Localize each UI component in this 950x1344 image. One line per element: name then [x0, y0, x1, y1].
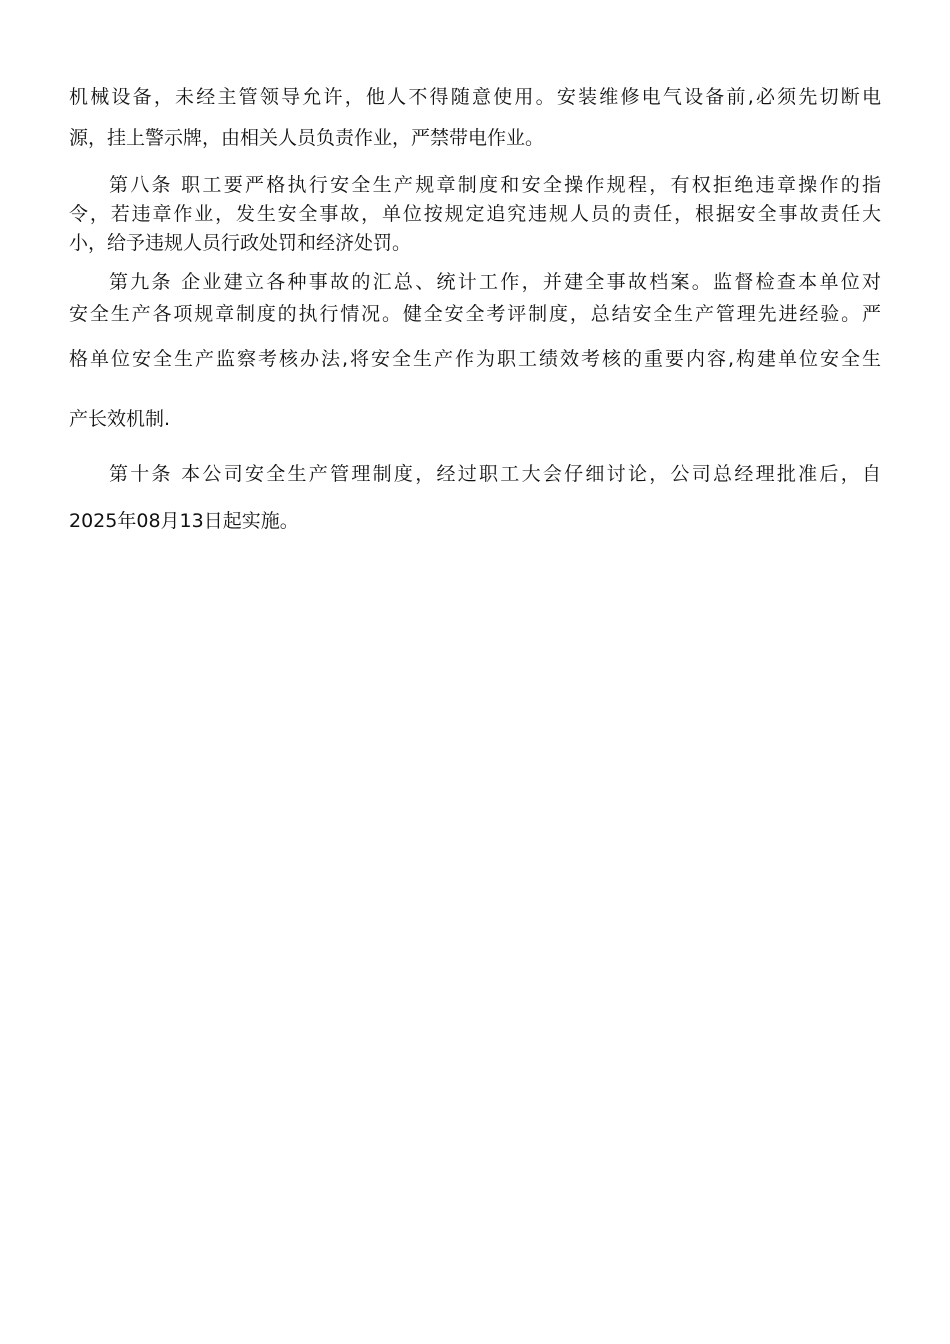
- effective-date-line: 2025年08月13日起实施。: [69, 510, 299, 532]
- text-line: 格单位安全生产监察考核办法,将安全生产作为职工绩效考核的重要内容,构建单位安全生: [69, 348, 881, 370]
- text-line: 令，若违章作业，发生安全事故，单位按规定追究违规人员的责任，根据安全事故责任大: [69, 203, 881, 225]
- text-line: 第九条 企业建立各种事故的汇总、统计工作，并建全事故档案。监督检查本单位对: [109, 271, 881, 293]
- text-line: 第十条 本公司安全生产管理制度，经过职工大会仔细讨论，公司总经理批准后，自: [109, 463, 881, 485]
- text-line: 源，挂上警示牌，由相关人员负责作业，严禁带电作业。: [69, 127, 545, 149]
- text-line: 第八条 职工要严格执行安全生产规章制度和安全操作规程，有权拒绝违章操作的指: [109, 174, 881, 196]
- text-line: 产长效机制.: [69, 408, 171, 430]
- text-line: 小，给予违规人员行政处罚和经济处罚。: [69, 232, 412, 254]
- text-line: 机械设备，未经主管领导允许，他人不得随意使用。安装维修电气设备前,必须先切断电: [69, 86, 881, 108]
- text-line: 安全生产各项规章制度的执行情况。健全安全考评制度，总结安全生产管理先进经验。严: [69, 303, 881, 325]
